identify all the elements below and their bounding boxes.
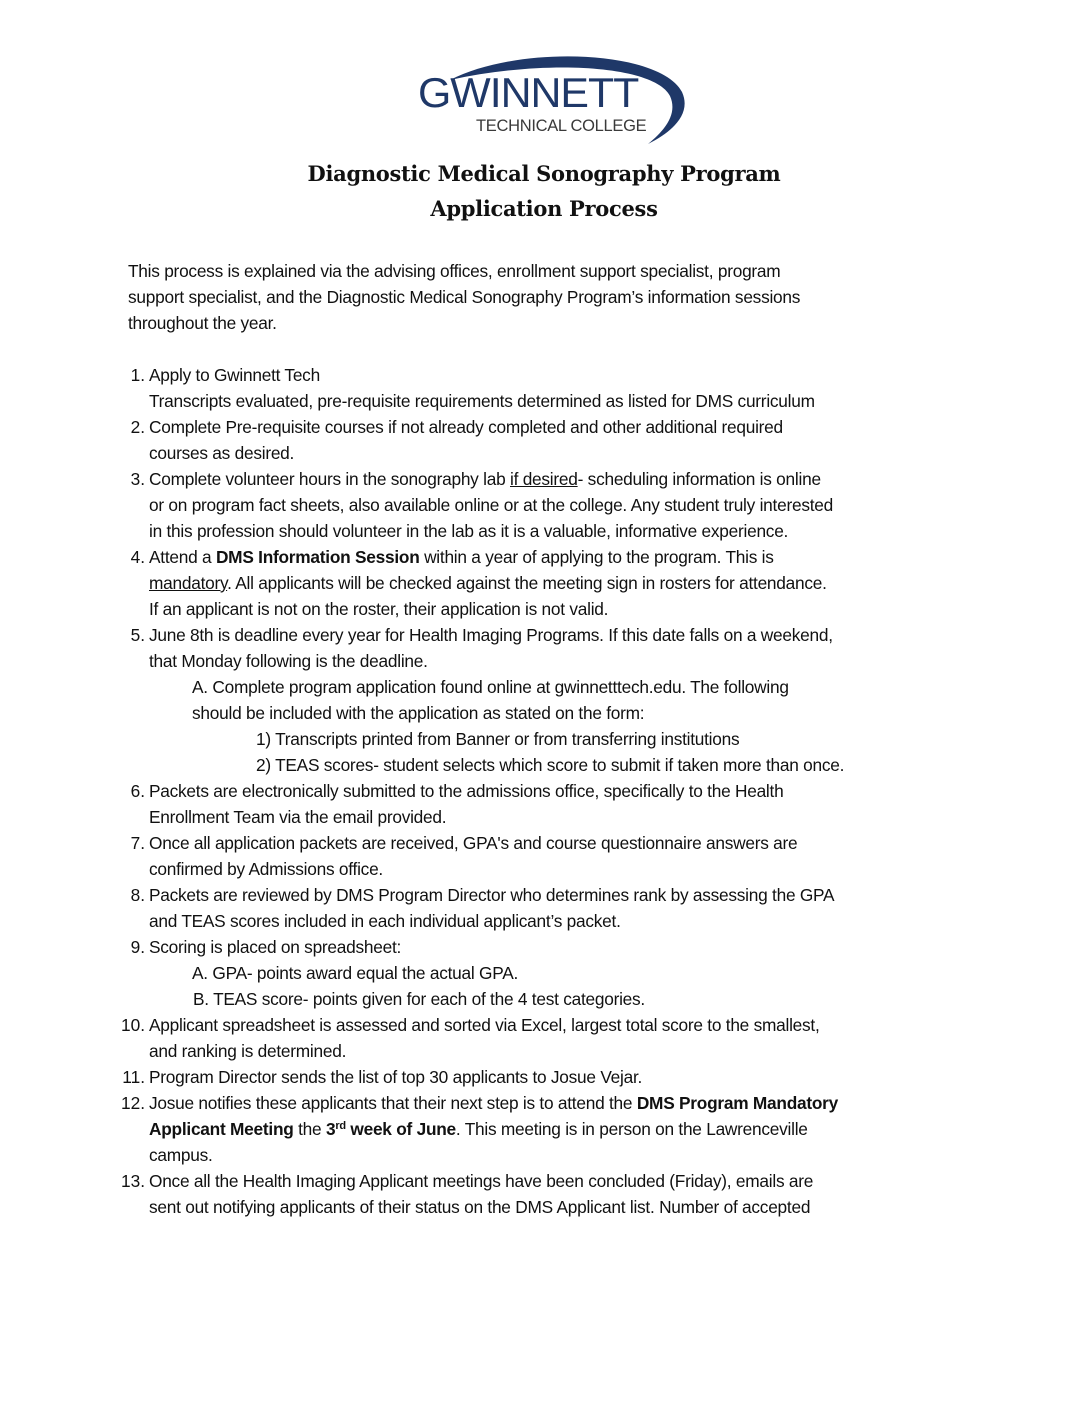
substep-text: should be included with the application as stated on the form: (192, 703, 645, 723)
step-number: 12. (120, 1093, 145, 1113)
step-text-segment: - scheduling information is online (577, 469, 821, 489)
step-text (149, 570, 827, 596)
step-text (149, 466, 821, 492)
step-text: Apply to Gwinnett Tech (149, 365, 320, 385)
step-text: Program Director sends the list of top 30 applicants to Josue Vejar. (149, 1067, 643, 1087)
step-text: Enrollment Team via the email provided. (149, 807, 447, 827)
substep-label: A. (192, 677, 208, 697)
step-text: Packets are reviewed by DMS Program Director who determines rank by assessing the GPA (149, 885, 835, 905)
step-number: 6. (130, 781, 145, 801)
step-number: 4. (130, 547, 145, 567)
step-number: 11. (122, 1067, 145, 1087)
step-text-segment: Attend a (149, 547, 216, 567)
step-text-segment: Complete volunteer hours in the sonography lab (149, 469, 510, 489)
logo-subtitle: TECHNICAL COLLEGE (476, 117, 647, 135)
intro-line: This process is explained via the advising offices, enrollment support specialist, program (128, 261, 781, 281)
emphasis-text: week of June (345, 1119, 456, 1139)
step-text-segment: Josue notifies these applicants that their next step is to attend the (149, 1093, 637, 1113)
step-text: campus. (149, 1145, 213, 1165)
ordinal-number: 3 (325, 1119, 336, 1139)
step-text: and TEAS scores included in each individual applicant’s packet. (149, 911, 621, 931)
step-number: 10. (120, 1015, 145, 1035)
substep-text (192, 674, 789, 700)
emphasis-bold: Applicant Meeting (149, 1119, 294, 1139)
step-text: Applicant spreadsheet is assessed and sorted via Excel, largest total score to the smallest, (149, 1015, 820, 1035)
step-number: 2. (130, 417, 145, 437)
gwinnett-logo (410, 52, 700, 152)
step-number: 13. (120, 1171, 145, 1191)
step-text-segment: within a year of applying to the program. This is (419, 547, 774, 567)
substep-text: B. TEAS score- points given for each of the 4 test categories. (193, 989, 645, 1009)
substep-item: 2) TEAS scores- student selects which score to submit if taken more than once. (256, 755, 845, 775)
substep-text: A. GPA- points award equal the actual GPA. (192, 963, 519, 983)
emphasis-underline: mandatory (149, 573, 228, 593)
step-text: June 8th is deadline every year for Health Imaging Programs. If this date falls on a weekend, (149, 625, 833, 645)
step-text: and ranking is determined. (149, 1041, 347, 1061)
step-text: Packets are electronically submitted to the admissions office, specifically to the Health (149, 781, 784, 801)
step-text: Scoring is placed on spreadsheet: (149, 937, 402, 957)
emphasis-bold: DMS Information Session (215, 547, 420, 567)
intro-line: support specialist, and the Diagnostic Medical Sonography Program’s information sessions (128, 287, 801, 307)
document-title: Diagnostic Medical Sonography Program (307, 161, 781, 186)
document-subtitle: Application Process (430, 196, 658, 221)
step-text: in this profession should volunteer in the lab as it is a valuable, informative experience. (149, 521, 789, 541)
step-text-segment: . This meeting is in person on the Lawrenceville (455, 1119, 808, 1139)
step-text-segment: . All applicants will be checked against the meeting sign in rosters for attendance. (227, 573, 827, 593)
step-number: 9. (130, 937, 145, 957)
step-text (149, 544, 774, 570)
intro-line: throughout the year. (128, 313, 277, 333)
emphasis-bold (326, 1119, 456, 1139)
substep-segment: Complete program application found online at gwinnetttech.edu. The following (212, 677, 789, 697)
step-number: 8. (130, 885, 145, 905)
emphasis-underline: if desired (510, 469, 578, 489)
substep-item: 1) Transcripts printed from Banner or from transferring institutions (256, 729, 740, 749)
step-text: If an applicant is not on the roster, their application is not valid. (149, 599, 609, 619)
step-text: Complete Pre-requisite courses if not already completed and other additional required (149, 417, 783, 437)
step-text: or on program fact sheets, also available online or at the college. Any student truly interested (149, 495, 833, 515)
step-text: Once all the Health Imaging Applicant meetings have been concluded (Friday), emails are (149, 1171, 814, 1191)
step-number: 5. (130, 625, 145, 645)
step-text: confirmed by Admissions office. (149, 859, 383, 879)
step-text: Transcripts evaluated, pre-requisite requirements determined as listed for DMS curriculum (149, 391, 815, 411)
step-number: 3. (130, 469, 145, 489)
step-number: 1. (130, 365, 145, 385)
step-text: Once all application packets are received, GPA's and course questionnaire answers are (149, 833, 798, 853)
step-text (149, 1090, 838, 1116)
step-text (149, 1116, 808, 1142)
step-text: courses as desired. (149, 443, 295, 463)
step-number: 7. (130, 833, 145, 853)
emphasis-bold: DMS Program Mandatory (636, 1093, 839, 1113)
step-text-segment: the (293, 1119, 326, 1139)
step-text: that Monday following is the deadline. (149, 651, 428, 671)
ordinal-suffix: rd (335, 1120, 346, 1132)
step-text: sent out notifying applicants of their status on the DMS Applicant list. Number of accepted (149, 1197, 811, 1217)
logo-wordmark: GWINNETT (418, 69, 639, 116)
